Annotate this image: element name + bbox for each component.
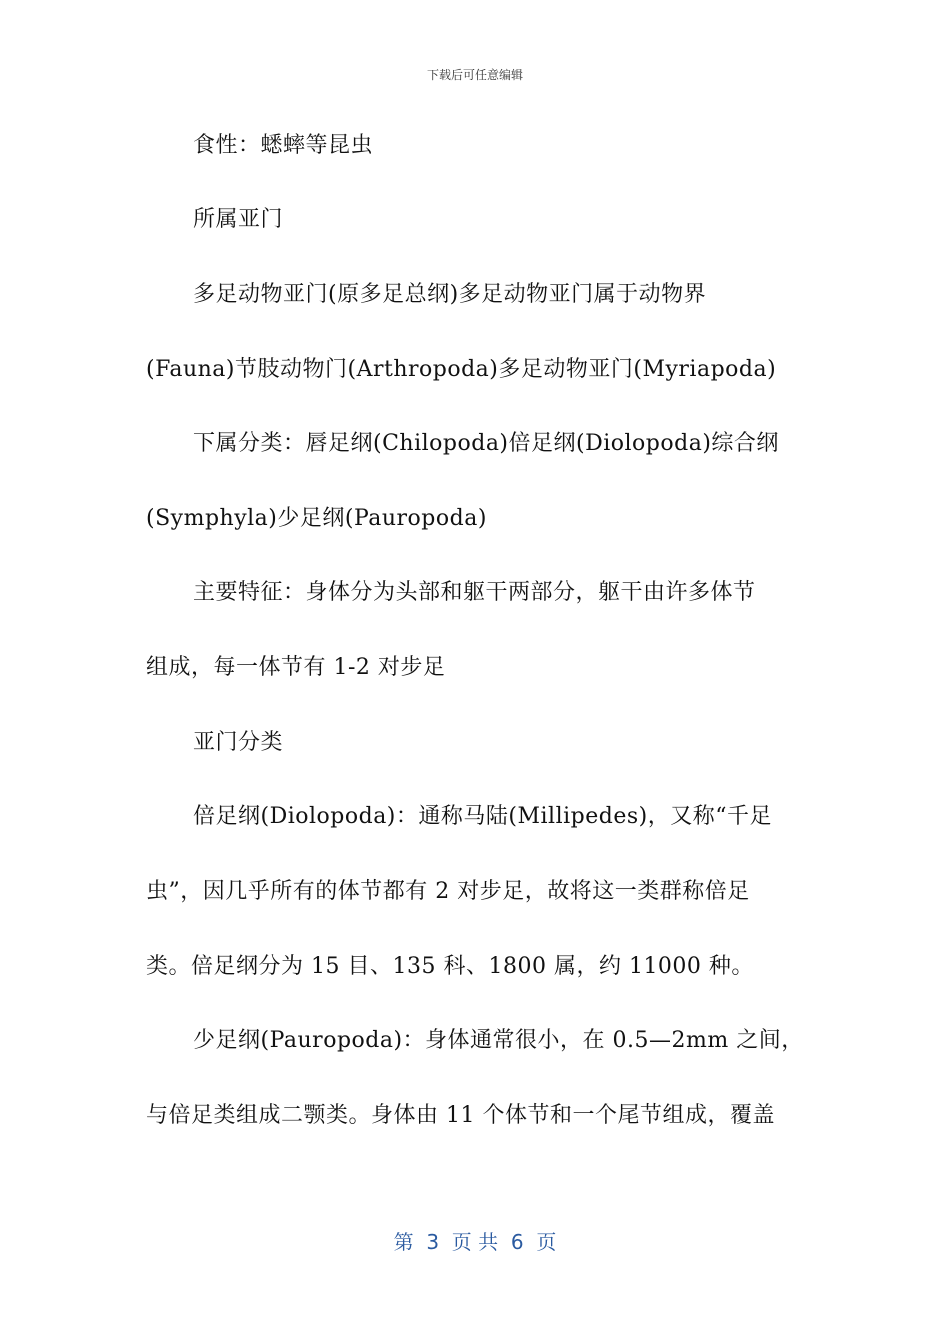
text-line-diplopoda-cont: 虫”，因几乎所有的体节都有 2 对步足，故将这一类群称倍足 bbox=[146, 879, 750, 904]
text-line-subphylum-desc: 多足动物亚门(原多足总纲)多足动物亚门属于动物界 bbox=[193, 282, 707, 307]
text-line-pauropoda-cont: 与倍足类组成二颚类。身体由 11 个体节和一个尾节组成，覆盖 bbox=[146, 1103, 775, 1128]
page-number: 第 3 页 共 6 页 bbox=[393, 1230, 557, 1254]
text-line-diplopoda: 倍足纲(Diolopoda)：通称马陆(Millipedes)，又称“千足 bbox=[193, 804, 772, 829]
text-line-features: 主要特征：身体分为头部和躯干两部分，躯干由许多体节 bbox=[193, 580, 756, 605]
text-line-subclasses-cont: (Symphyla)少足纲(Pauropoda) bbox=[146, 506, 487, 531]
text-line-subclasses: 下属分类：唇足纲(Chilopoda)倍足纲(Diolopoda)综合纲 bbox=[193, 431, 779, 456]
text-line-subphylum-heading: 所属亚门 bbox=[193, 207, 284, 232]
text-line-pauropoda: 少足纲(Pauropoda)：身体通常很小，在 0.5—2mm 之间， bbox=[193, 1028, 804, 1053]
text-line-features-cont: 组成，每一体节有 1-2 对步足 bbox=[146, 655, 446, 680]
text-line-subphylum-desc-cont: (Fauna)节肢动物门(Arthropoda)多足动物亚门(Myriapoda) bbox=[146, 357, 777, 382]
header-note: 下载后可任意编辑 bbox=[426, 68, 523, 82]
text-line-diplopoda-cont2: 类。倍足纲分为 15 目、135 科、1800 属，约 11000 种。 bbox=[146, 954, 754, 979]
text-line-classification-heading: 亚门分类 bbox=[193, 730, 284, 755]
text-line-diet: 食性：蟋蟀等昆虫 bbox=[193, 133, 374, 158]
